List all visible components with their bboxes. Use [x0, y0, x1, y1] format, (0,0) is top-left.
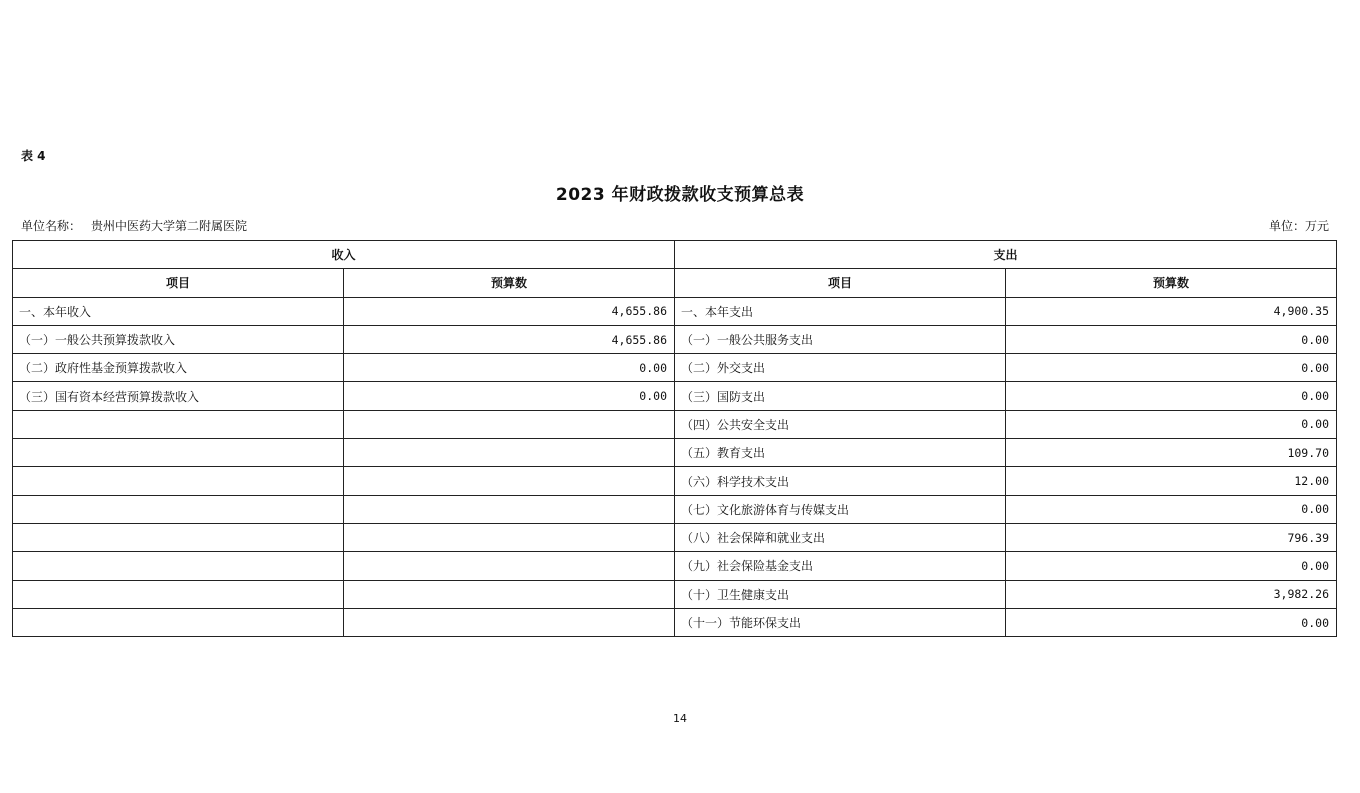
- table-row: [13, 439, 1337, 467]
- expense-amount-cell: 0.00: [1006, 495, 1337, 523]
- expense-item-cell: （四）公共安全支出: [675, 410, 1006, 438]
- table-row: [13, 552, 1337, 580]
- expense-item-cell: （十一）节能环保支出: [675, 608, 1006, 636]
- income-amount-header: 预算数: [344, 269, 675, 297]
- income-amount-cell: 0.00: [344, 382, 675, 410]
- income-amount-cell: [344, 552, 675, 580]
- income-amount-cell: 0.00: [344, 354, 675, 382]
- expense-amount-cell: 3,982.26: [1006, 580, 1337, 608]
- expense-item-cell: （二）外交支出: [675, 354, 1006, 382]
- group-header-row: [13, 241, 1337, 269]
- expense-amount-cell: 0.00: [1006, 354, 1337, 382]
- expense-item-cell: （十）卫生健康支出: [675, 580, 1006, 608]
- unit-name-value: 贵州中医药大学第二附属医院: [91, 219, 248, 233]
- income-amount-cell: [344, 439, 675, 467]
- expense-amount-cell: 0.00: [1006, 410, 1337, 438]
- income-item-cell: [13, 552, 344, 580]
- table-row: [13, 354, 1337, 382]
- table-row: [13, 410, 1337, 438]
- income-item-cell: [13, 467, 344, 495]
- income-item-cell: [13, 410, 344, 438]
- expense-item-cell: （五）教育支出: [675, 439, 1006, 467]
- income-amount-cell: [344, 410, 675, 438]
- expense-amount-cell: 0.00: [1006, 382, 1337, 410]
- income-group-header: 收入: [13, 241, 675, 269]
- column-header-row: [13, 269, 1337, 297]
- income-amount-cell: [344, 580, 675, 608]
- expense-amount-cell: 4,900.35: [1006, 297, 1337, 325]
- income-amount-cell: [344, 467, 675, 495]
- table-row: [13, 495, 1337, 523]
- expense-amount-cell: 12.00: [1006, 467, 1337, 495]
- income-amount-cell: [344, 523, 675, 551]
- expense-amount-cell: 0.00: [1006, 325, 1337, 353]
- page-title: 2023 年财政拨款收支预算总表: [555, 185, 805, 205]
- table-row: [13, 467, 1337, 495]
- table-label: 表 4: [21, 149, 46, 163]
- expense-item-cell: （九）社会保险基金支出: [675, 552, 1006, 580]
- income-item-cell: [13, 608, 344, 636]
- expense-item-cell: （三）国防支出: [675, 382, 1006, 410]
- unit-name-label: 单位名称：: [21, 219, 82, 233]
- table-row: [13, 297, 1337, 325]
- table-row: [13, 325, 1337, 353]
- income-item-cell: （三）国有资本经营预算拨款收入: [13, 382, 344, 410]
- income-item-cell: [13, 580, 344, 608]
- expense-item-cell: （七）文化旅游体育与传媒支出: [675, 495, 1006, 523]
- income-item-cell: 一、本年收入: [13, 297, 344, 325]
- expense-item-cell: 一、本年支出: [675, 297, 1006, 325]
- expense-amount-cell: 796.39: [1006, 523, 1337, 551]
- table-row: [13, 523, 1337, 551]
- income-item-cell: [13, 495, 344, 523]
- expense-item-cell: （六）科学技术支出: [675, 467, 1006, 495]
- table-row: [13, 608, 1337, 636]
- table-row: [13, 580, 1337, 608]
- income-item-cell: [13, 439, 344, 467]
- income-item-cell: （一）一般公共预算拨款收入: [13, 325, 344, 353]
- expense-group-header: 支出: [675, 241, 1337, 269]
- expense-amount-cell: 109.70: [1006, 439, 1337, 467]
- unit-measure: 单位：万元: [1268, 219, 1329, 233]
- income-item-cell: [13, 523, 344, 551]
- income-amount-cell: [344, 608, 675, 636]
- table-row: [13, 382, 1337, 410]
- expense-item-cell: （八）社会保障和就业支出: [675, 523, 1006, 551]
- expense-item-cell: （一）一般公共服务支出: [675, 325, 1006, 353]
- income-amount-cell: 4,655.86: [344, 297, 675, 325]
- expense-amount-header: 预算数: [1006, 269, 1337, 297]
- income-item-cell: （二）政府性基金预算拨款收入: [13, 354, 344, 382]
- expense-amount-cell: 0.00: [1006, 608, 1337, 636]
- unit-name: [21, 217, 247, 234]
- expense-amount-cell: 0.00: [1006, 552, 1337, 580]
- income-amount-cell: [344, 495, 675, 523]
- budget-table: [12, 240, 1337, 637]
- income-item-header: 项目: [13, 269, 344, 297]
- expense-item-header: 项目: [675, 269, 1006, 297]
- page-number: 14: [673, 712, 687, 725]
- income-amount-cell: 4,655.86: [344, 325, 675, 353]
